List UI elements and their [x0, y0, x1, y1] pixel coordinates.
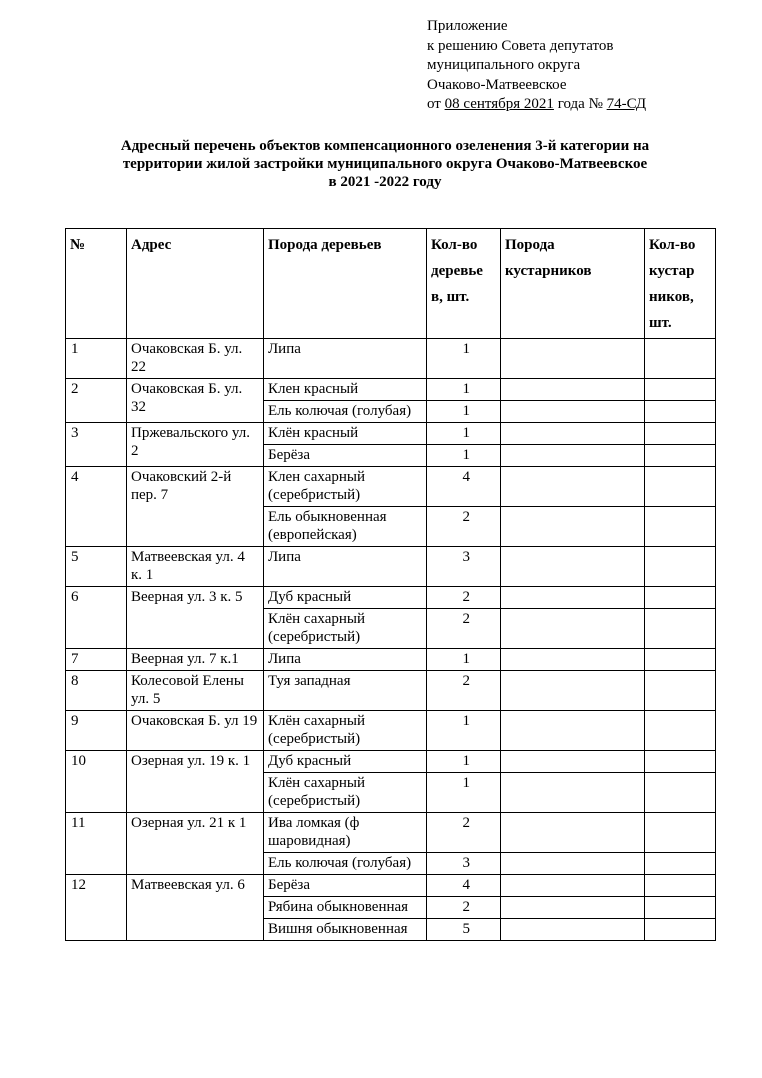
- cell-shrub-qty: [645, 445, 716, 467]
- table-body: [66, 339, 716, 941]
- cell-tree-species: Дуб красный: [264, 751, 427, 773]
- cell-tree-qty: 2: [427, 587, 501, 609]
- cell-num: 4: [66, 467, 127, 547]
- cell-tree-qty: 3: [427, 547, 501, 587]
- decision-date: 08 сентября 2021: [444, 96, 554, 112]
- table-row: [66, 671, 716, 711]
- header-address: Адрес: [127, 229, 264, 339]
- cell-tree-qty: 1: [427, 773, 501, 813]
- cell-tree-species: Липа: [264, 547, 427, 587]
- table-row: [66, 467, 716, 507]
- appendix-header: [427, 17, 646, 115]
- cell-tree-qty: 4: [427, 467, 501, 507]
- cell-shrub-qty: [645, 875, 716, 897]
- cell-shrub-qty: [645, 507, 716, 547]
- table-row: [66, 813, 716, 853]
- cell-tree-species: Вишня обыкновенная: [264, 919, 427, 941]
- cell-shrub-species: [501, 467, 645, 507]
- cell-tree-qty: 1: [427, 445, 501, 467]
- cell-shrub-species: [501, 547, 645, 587]
- title-line: Адресный перечень объектов компенсационного озеленения 3-й категории на: [120, 138, 650, 154]
- cell-num: 11: [66, 813, 127, 875]
- header-shrubs-qty: Кол-во кустар ников, шт.: [645, 229, 716, 339]
- cell-num: 9: [66, 711, 127, 751]
- cell-address: Веерная ул. 3 к. 5: [127, 587, 264, 649]
- cell-tree-qty: 2: [427, 897, 501, 919]
- cell-tree-species: Клен красный: [264, 379, 427, 401]
- cell-tree-species: Ель колючая (голубая): [264, 401, 427, 423]
- cell-num: 12: [66, 875, 127, 941]
- cell-shrub-species: [501, 587, 645, 609]
- cell-shrub-qty: [645, 897, 716, 919]
- cell-shrub-qty: [645, 423, 716, 445]
- cell-address: Очаковская Б. ул 19: [127, 711, 264, 751]
- cell-shrub-species: [501, 711, 645, 751]
- cell-shrub-qty: [645, 587, 716, 609]
- cell-address: Озерная ул. 19 к. 1: [127, 751, 264, 813]
- cell-shrub-qty: [645, 751, 716, 773]
- cell-num: 3: [66, 423, 127, 467]
- cell-tree-species: Ива ломкая (ф шаровидная): [264, 813, 427, 853]
- cell-tree-qty: 1: [427, 339, 501, 379]
- decision-mid: года №: [553, 96, 607, 112]
- cell-tree-qty: 3: [427, 853, 501, 875]
- cell-tree-qty: 2: [427, 671, 501, 711]
- cell-shrub-qty: [645, 379, 716, 401]
- cell-tree-qty: 1: [427, 401, 501, 423]
- cell-tree-species: Берёза: [264, 875, 427, 897]
- appendix-line: муниципального округа: [427, 57, 581, 73]
- cell-num: 10: [66, 751, 127, 813]
- cell-tree-species: Клён сахарный (серебристый): [264, 609, 427, 649]
- decision-number: 74-СД: [606, 96, 647, 112]
- cell-tree-species: Клён сахарный (серебристый): [264, 711, 427, 751]
- cell-shrub-species: [501, 401, 645, 423]
- decision-prefix: от: [427, 96, 445, 112]
- cell-address: Озерная ул. 21 к 1: [127, 813, 264, 875]
- cell-num: 8: [66, 671, 127, 711]
- cell-tree-species: Рябина обыкновенная: [264, 897, 427, 919]
- cell-shrub-species: [501, 609, 645, 649]
- cell-shrub-species: [501, 773, 645, 813]
- cell-tree-species: Клён красный: [264, 423, 427, 445]
- cell-shrub-species: [501, 751, 645, 773]
- cell-tree-species: Туя западная: [264, 671, 427, 711]
- cell-shrub-qty: [645, 671, 716, 711]
- greening-table: [65, 228, 716, 941]
- header-shrubs: Порода кустарников: [501, 229, 645, 339]
- cell-shrub-qty: [645, 813, 716, 853]
- header-trees: Порода деревьев: [264, 229, 427, 339]
- cell-tree-qty: 1: [427, 379, 501, 401]
- cell-shrub-qty: [645, 919, 716, 941]
- table-row: [66, 379, 716, 401]
- cell-address: Веерная ул. 7 к.1: [127, 649, 264, 671]
- cell-tree-species: Липа: [264, 649, 427, 671]
- cell-tree-qty: 5: [427, 919, 501, 941]
- table-row: [66, 339, 716, 379]
- table-row: [66, 711, 716, 751]
- table-row: [66, 649, 716, 671]
- cell-shrub-species: [501, 507, 645, 547]
- cell-tree-qty: 2: [427, 813, 501, 853]
- cell-shrub-qty: [645, 711, 716, 751]
- cell-tree-qty: 2: [427, 507, 501, 547]
- table-row: [66, 875, 716, 897]
- cell-tree-qty: 1: [427, 751, 501, 773]
- cell-shrub-qty: [645, 649, 716, 671]
- cell-tree-species: Липа: [264, 339, 427, 379]
- cell-shrub-species: [501, 813, 645, 853]
- cell-address: Очаковская Б. ул. 32: [127, 379, 264, 423]
- cell-num: 1: [66, 339, 127, 379]
- cell-tree-qty: 1: [427, 711, 501, 751]
- cell-num: 7: [66, 649, 127, 671]
- cell-shrub-species: [501, 671, 645, 711]
- cell-tree-qty: 1: [427, 423, 501, 445]
- table-row: [66, 423, 716, 445]
- cell-tree-species: Ель колючая (голубая): [264, 853, 427, 875]
- appendix-line: Очаково-Матвеевское: [427, 76, 567, 93]
- cell-shrub-qty: [645, 547, 716, 587]
- header-num: №: [66, 229, 127, 339]
- appendix-line: Приложение: [427, 18, 508, 34]
- header-trees-qty: Кол-во деревье в, шт.: [427, 229, 501, 339]
- cell-address: Пржевальского ул. 2: [127, 423, 264, 467]
- cell-address: Матвеевская ул. 4 к. 1: [127, 547, 264, 587]
- cell-shrub-qty: [645, 467, 716, 507]
- cell-shrub-species: [501, 875, 645, 897]
- cell-num: 6: [66, 587, 127, 649]
- cell-tree-species: Берёза: [264, 445, 427, 467]
- cell-shrub-species: [501, 339, 645, 379]
- cell-shrub-species: [501, 423, 645, 445]
- cell-num: 5: [66, 547, 127, 587]
- cell-shrub-species: [501, 445, 645, 467]
- cell-tree-qty: 4: [427, 875, 501, 897]
- cell-shrub-species: [501, 897, 645, 919]
- cell-shrub-qty: [645, 401, 716, 423]
- table-row: [66, 587, 716, 609]
- cell-tree-species: Клён сахарный (серебристый): [264, 773, 427, 813]
- cell-address: Колесовой Елены ул. 5: [127, 671, 264, 711]
- cell-num: 2: [66, 379, 127, 423]
- cell-shrub-species: [501, 853, 645, 875]
- cell-tree-species: Клен сахарный (серебристый): [264, 467, 427, 507]
- appendix-decision-line: [427, 95, 646, 115]
- cell-shrub-qty: [645, 339, 716, 379]
- cell-address: Очаковский 2-й пер. 7: [127, 467, 264, 547]
- cell-tree-qty: 2: [427, 609, 501, 649]
- appendix-line: к решению Совета депутатов: [427, 37, 614, 54]
- cell-tree-species: Дуб красный: [264, 587, 427, 609]
- title-line: в 2021 -2022 году: [328, 174, 442, 190]
- cell-tree-qty: 1: [427, 649, 501, 671]
- table-row: [66, 751, 716, 773]
- cell-shrub-qty: [645, 773, 716, 813]
- document-title: [60, 137, 710, 191]
- cell-shrub-qty: [645, 609, 716, 649]
- cell-shrub-species: [501, 919, 645, 941]
- cell-shrub-species: [501, 379, 645, 401]
- cell-shrub-species: [501, 649, 645, 671]
- title-line: территории жилой застройки муниципального округа Очаково-Матвеевское: [122, 156, 648, 172]
- table-row: [66, 547, 716, 587]
- table-header-row: [66, 229, 716, 339]
- cell-address: Матвеевская ул. 6: [127, 875, 264, 941]
- cell-tree-species: Ель обыкновенная (европейская): [264, 507, 427, 547]
- cell-shrub-qty: [645, 853, 716, 875]
- cell-address: Очаковская Б. ул. 22: [127, 339, 264, 379]
